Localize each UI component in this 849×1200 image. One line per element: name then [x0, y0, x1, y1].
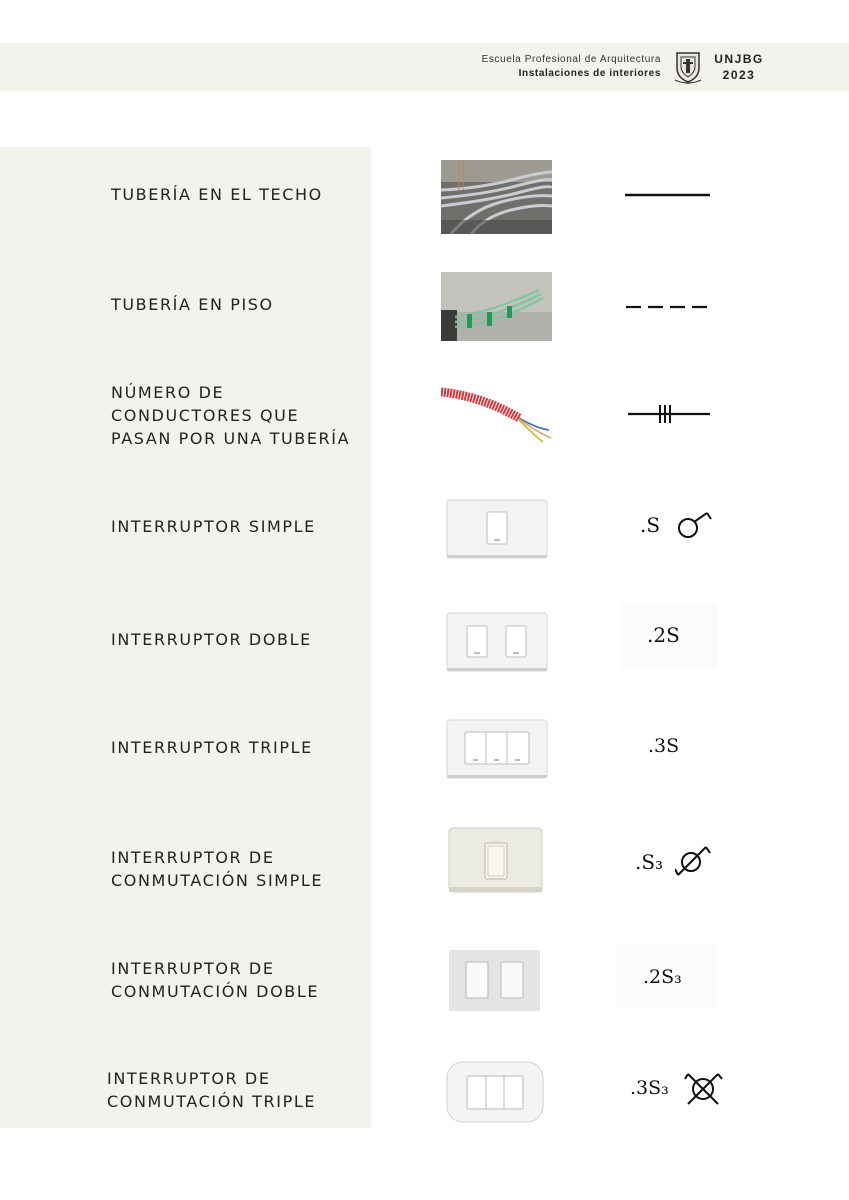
- symbol-text: .3S₃: [630, 1077, 669, 1099]
- course-name: Instalaciones de interiores: [518, 68, 661, 79]
- symbol-text: .3S: [648, 735, 680, 757]
- row-label: INTERRUPTOR TRIPLE: [111, 738, 313, 757]
- symbol-text: .2S: [647, 623, 680, 647]
- dashed-line-symbol: [622, 292, 714, 322]
- triple-commutation-circle-icon: [684, 1069, 724, 1109]
- symbol-text: .S: [640, 513, 661, 537]
- university-name: UNJBG: [714, 52, 764, 66]
- single-commutation-switch-photo: [448, 827, 544, 895]
- university-crest-icon: [674, 50, 702, 84]
- triple-switch-symbol: [622, 715, 702, 775]
- single-switch-symbol: [608, 496, 718, 558]
- school-name: Escuela Profesional de Arquitectura: [481, 54, 661, 65]
- row-label: TUBERÍA EN EL TECHO: [111, 185, 323, 204]
- triple-commutation-symbol: [606, 1055, 724, 1113]
- single-switch-photo: [446, 499, 548, 560]
- row-label: INTERRUPTOR DE CONMUTACIÓN DOBLE: [111, 959, 320, 1001]
- university-block: [708, 51, 770, 83]
- double-commutation-switch-photo: [449, 950, 540, 1011]
- ceiling-conduit-photo: [441, 160, 552, 234]
- row-label: NÚMERO DE CONDUCTORES QUE PASAN POR UNA TUBERÍA: [111, 383, 351, 448]
- header-text: [482, 53, 661, 81]
- single-commutation-symbol: [605, 826, 717, 892]
- symbol-text: .2S₃: [643, 966, 682, 988]
- row-label: INTERRUPTOR DOBLE: [111, 630, 312, 649]
- red-corrugated-conduit-photo: [441, 382, 552, 448]
- floor-conduit-photo: [441, 272, 552, 341]
- double-switch-photo: [446, 612, 548, 673]
- triple-switch-photo: [446, 719, 548, 780]
- row-label: INTERRUPTOR DE CONMUTACIÓN SIMPLE: [111, 848, 324, 890]
- commutation-circle-icon: [675, 842, 715, 882]
- symbol-text: .S₃: [635, 850, 664, 874]
- solid-line-symbol: [622, 180, 712, 210]
- conductor-count-symbol: [626, 400, 714, 428]
- row-label: INTERRUPTOR DE CONMUTACIÓN TRIPLE: [107, 1069, 317, 1111]
- year: 2023: [722, 68, 756, 82]
- row-label: INTERRUPTOR SIMPLE: [111, 517, 316, 536]
- row-label: TUBERÍA EN PISO: [111, 295, 274, 314]
- triple-commutation-switch-photo: [446, 1061, 544, 1124]
- double-switch-symbol: [621, 603, 718, 669]
- double-commutation-symbol: [617, 944, 717, 1008]
- page-header: [0, 43, 849, 91]
- switch-circle-icon: [674, 510, 714, 540]
